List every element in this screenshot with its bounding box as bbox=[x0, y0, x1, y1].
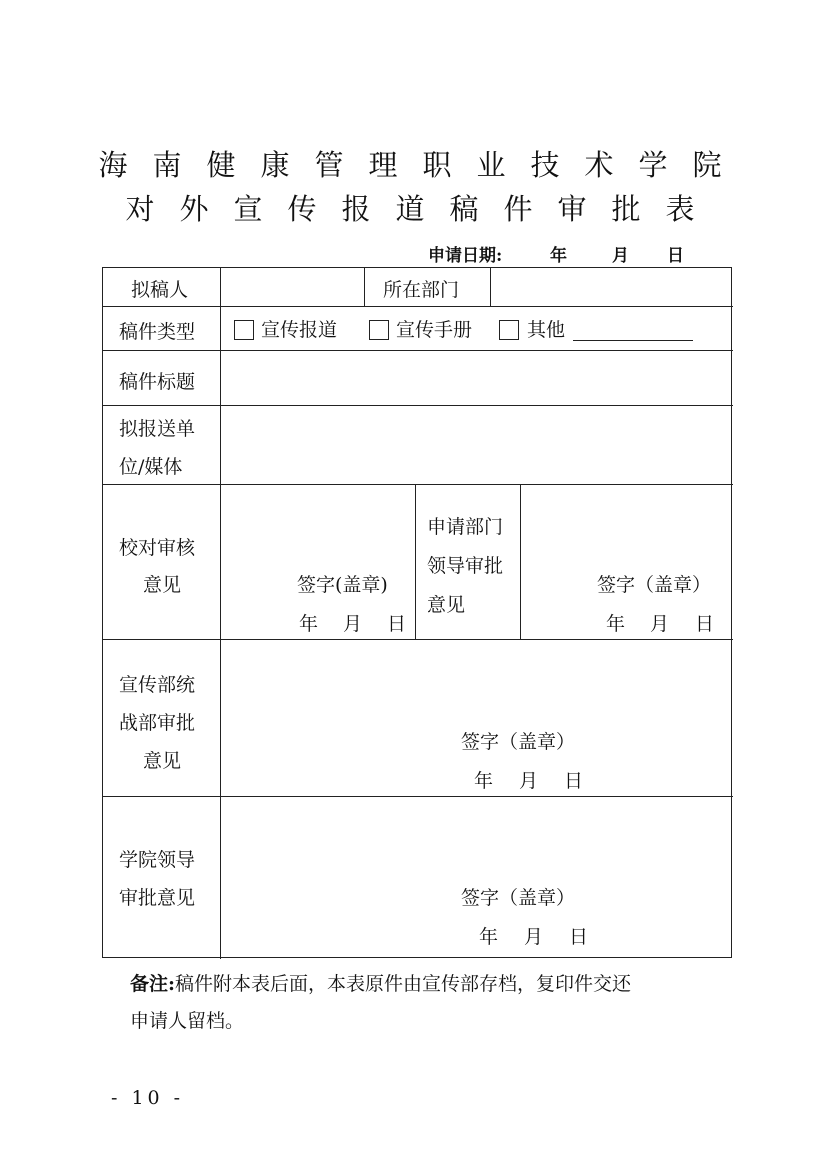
dept-leader-label-line1: 申请部门 bbox=[427, 516, 504, 538]
send-to-label-line1: 拟报送单 bbox=[119, 418, 196, 440]
signature-seal-label: 签字（盖章） bbox=[461, 731, 576, 753]
date-year: 年 bbox=[479, 926, 499, 948]
remarks-text-line2: 申请人留档。 bbox=[130, 1010, 245, 1032]
date-month: 月 bbox=[650, 613, 670, 635]
date-day: 日 bbox=[564, 770, 584, 792]
dept-leader-label-line3: 意见 bbox=[427, 594, 466, 616]
application-date-month: 月 bbox=[612, 246, 629, 266]
column-divider bbox=[364, 268, 365, 306]
drafter-field[interactable] bbox=[222, 269, 362, 305]
date-year: 年 bbox=[299, 613, 319, 635]
page-number: - 10 - bbox=[111, 1087, 185, 1109]
date-day: 日 bbox=[387, 613, 407, 635]
publicity-label-line1: 宣传部统 bbox=[119, 674, 196, 696]
date-day: 日 bbox=[569, 926, 589, 948]
option-label: 其他 bbox=[527, 319, 566, 341]
manuscript-title-field[interactable] bbox=[222, 352, 730, 404]
date-month: 月 bbox=[524, 926, 544, 948]
type-label: 稿件类型 bbox=[119, 321, 196, 343]
remarks-prefix: 备注: bbox=[130, 973, 176, 995]
date-year: 年 bbox=[474, 770, 494, 792]
column-divider bbox=[220, 268, 221, 959]
college-label-line2: 审批意见 bbox=[119, 887, 196, 909]
other-underline-field[interactable] bbox=[573, 340, 693, 341]
drafter-label: 拟稿人 bbox=[131, 279, 189, 301]
row-divider bbox=[103, 306, 733, 307]
signature-seal-label: 签字（盖章） bbox=[597, 574, 712, 596]
application-date-year: 年 bbox=[550, 246, 567, 266]
dept-leader-label-line2: 领导审批 bbox=[427, 555, 504, 577]
signature-seal-label: 签字(盖章) bbox=[297, 574, 388, 596]
row-divider bbox=[103, 405, 733, 406]
form-title-line2: 对外宣传报道稿件审批表 bbox=[125, 192, 720, 226]
approval-form-table bbox=[102, 267, 732, 958]
row-divider bbox=[103, 796, 733, 797]
proofread-label-line2: 意见 bbox=[143, 574, 182, 596]
manuscript-title-label: 稿件标题 bbox=[119, 371, 196, 393]
application-date-day: 日 bbox=[667, 246, 684, 266]
row-divider bbox=[103, 639, 733, 640]
column-divider bbox=[520, 484, 521, 639]
department-label: 所在部门 bbox=[383, 279, 460, 301]
row-divider bbox=[103, 350, 733, 351]
date-month: 月 bbox=[343, 613, 363, 635]
date-month: 月 bbox=[519, 770, 539, 792]
remarks bbox=[130, 966, 730, 1040]
checkbox-publicity-report[interactable] bbox=[234, 320, 254, 340]
date-year: 年 bbox=[606, 613, 626, 635]
publicity-label-line3: 意见 bbox=[143, 750, 182, 772]
department-field[interactable] bbox=[492, 269, 730, 305]
signature-seal-label: 签字（盖章） bbox=[461, 887, 576, 909]
column-divider bbox=[415, 484, 416, 639]
date-day: 日 bbox=[695, 613, 715, 635]
checkbox-publicity-brochure[interactable] bbox=[369, 320, 389, 340]
proofread-label-line1: 校对审核 bbox=[119, 537, 196, 559]
checkbox-other[interactable] bbox=[499, 320, 519, 340]
publicity-label-line2: 战部审批 bbox=[119, 712, 196, 734]
option-label: 宣传报道 bbox=[261, 319, 338, 341]
row-divider bbox=[103, 484, 733, 485]
application-date bbox=[428, 241, 684, 266]
send-to-field[interactable] bbox=[222, 407, 730, 483]
college-label-line1: 学院领导 bbox=[119, 849, 196, 871]
option-label: 宣传手册 bbox=[396, 319, 473, 341]
form-title-line1: 海南健康管理职业技术学院 bbox=[98, 148, 747, 182]
remarks-text-line1: 稿件附本表后面，本表原件由宣传部存档，复印件交还 bbox=[175, 973, 632, 995]
send-to-label-line2: 位/媒体 bbox=[119, 456, 183, 478]
column-divider bbox=[490, 268, 491, 306]
application-date-label: 申请日期: bbox=[428, 246, 503, 266]
